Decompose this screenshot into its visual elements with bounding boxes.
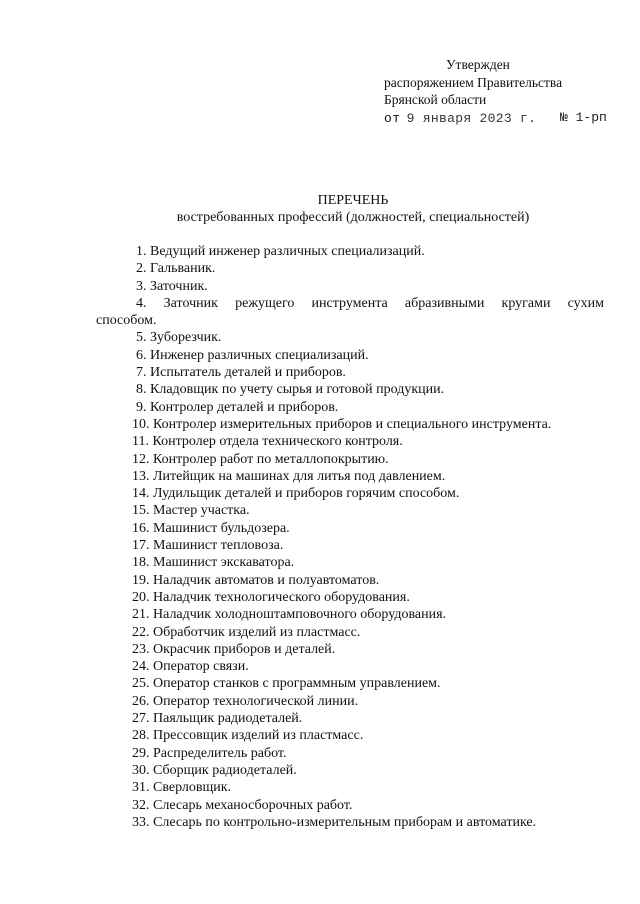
list-item-line-1: 4. Заточник режущего инструмента абразивными кругами сухим — [136, 295, 604, 311]
approval-line-1: Утвержден — [446, 57, 510, 72]
list-item: 2. Гальваник. — [136, 261, 216, 277]
list-item: 13. Литейщик на машинах для литья под давлением. — [132, 468, 446, 484]
list-item: 27. Паяльщик радиодеталей. — [132, 711, 303, 727]
list-item: 22. Обработчик изделий из пластмасс. — [132, 624, 361, 640]
list-item-line-2: способом. — [96, 313, 157, 329]
list-item: 20. Наладчик технологического оборудования. — [132, 589, 410, 605]
list-item: 33. Слесарь по контрольно-измерительным приборам и автоматике. — [132, 814, 537, 830]
list-item: 23. Окрасчик приборов и деталей. — [132, 641, 336, 657]
approval-line-3: Брянской области — [384, 92, 487, 107]
list-item: 18. Машинист экскаватора. — [132, 555, 295, 571]
list-item: 26. Оператор технологической линии. — [132, 693, 359, 709]
approval-number: № 1-рп — [560, 109, 607, 125]
list-item: 9. Контролер деталей и приборов. — [136, 399, 339, 415]
list-item: 14. Лудильщик деталей и приборов горячим способом. — [132, 486, 460, 502]
list-item: 8. Кладовщик по учету сырья и готовой продукции. — [136, 382, 445, 398]
list-item: 3. Заточник. — [136, 278, 208, 294]
list-item — [96, 295, 604, 330]
list-item: 31. Сверловщик. — [132, 780, 232, 796]
approval-block — [384, 56, 634, 127]
profession-list — [96, 243, 604, 831]
list-item: 29. Распределитель работ. — [132, 745, 287, 761]
list-item: 25. Оператор станков с программным управлением. — [132, 676, 441, 692]
list-item: 17. Машинист тепловоза. — [132, 538, 284, 554]
approval-date: 9 января 2023 г. — [406, 110, 537, 126]
list-item: 12. Контролер работ по металлопокрытию. — [132, 451, 389, 467]
list-item: 24. Оператор связи. — [132, 659, 249, 675]
list-item: 16. Машинист бульдозера. — [132, 520, 290, 536]
approval-date-line — [384, 109, 634, 127]
document-subtitle: востребованных профессий (должностей, специальностей) — [176, 210, 530, 225]
list-item: 21. Наладчик холодноштамповочного оборудования. — [132, 607, 447, 623]
list-item: 15. Мастер участка. — [132, 503, 250, 519]
list-item: 7. Испытатель деталей и приборов. — [136, 365, 346, 381]
list-item: 11. Контролер отдела технического контроля. — [132, 434, 403, 450]
list-item: 30. Сборщик радиодеталей. — [132, 762, 297, 778]
approval-line-2: распоряжением Правительства — [384, 74, 563, 90]
list-item: 1. Ведущий инженер различных специализаций. — [136, 244, 425, 259]
list-item: 19. Наладчик автоматов и полуавтоматов. — [132, 572, 380, 588]
approval-date-prefix: от — [384, 110, 401, 126]
list-item: 10. Контролер измерительных приборов и специального инструмента. — [132, 416, 552, 432]
document-title: ПЕРЕЧЕНЬ — [317, 193, 389, 208]
list-item: 32. Слесарь механосборочных работ. — [132, 797, 353, 813]
list-item: 6. Инженер различных специализаций. — [136, 347, 369, 363]
list-item: 5. Зуборезчик. — [136, 330, 222, 346]
list-item: 28. Прессовщик изделий из пластмасс. — [132, 728, 364, 744]
